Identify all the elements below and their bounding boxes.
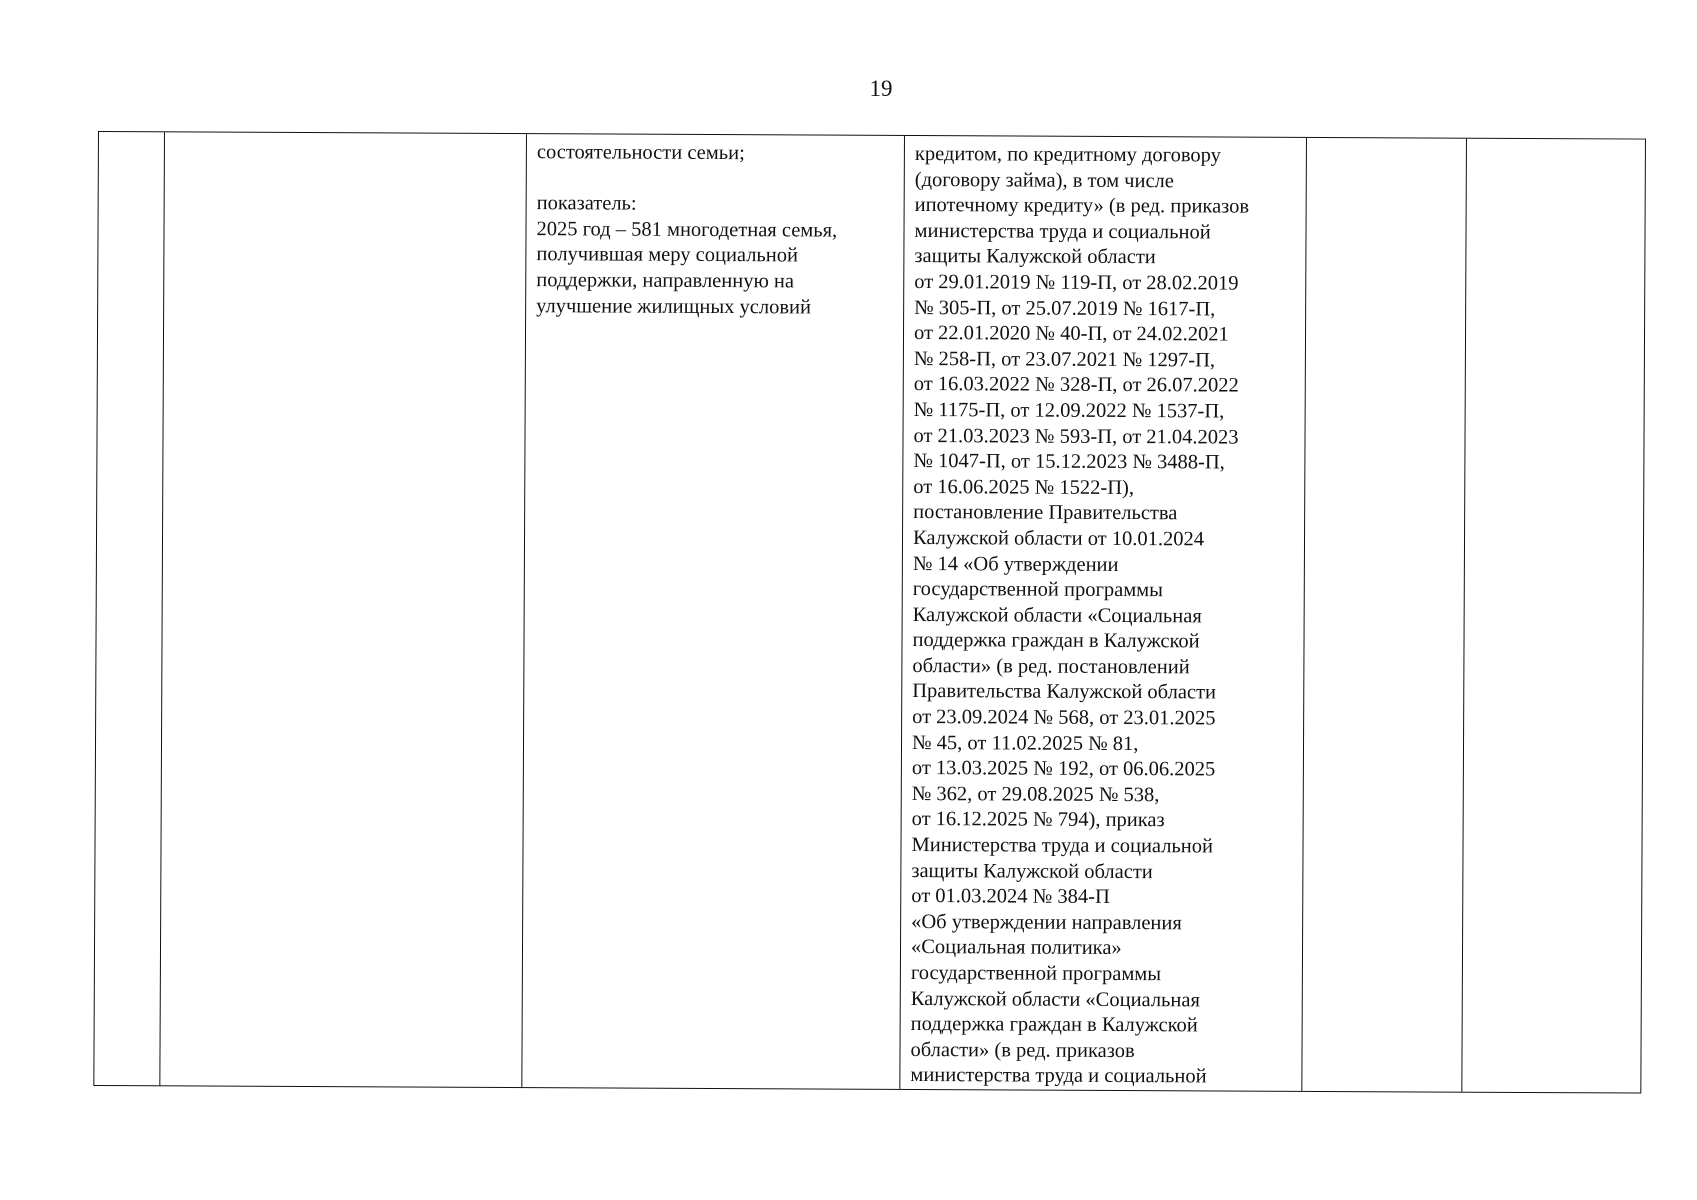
text-line: от 22.01.2020 № 40-П, от 24.02.2021 [913,322,1229,346]
text-line: защиты Калужской области [911,859,1153,883]
table-cell-col2 [160,132,527,1087]
text-line: № 1175-П, от 12.09.2022 № 1537-П, [913,398,1225,423]
table-cell-col3 [522,134,905,1089]
text-line: улучшение жилищных условий [536,294,812,319]
text-line: Калужской области от 10.01.2024 [912,526,1205,551]
table-cell-col4 [900,136,1307,1091]
text-line: (договору займа), в том числе [914,168,1174,192]
text-line: «Об утверждении направления [911,910,1182,935]
text-line: «Социальная политика» [910,936,1122,960]
text-line: показатель: [536,192,637,215]
text-line: области» (в ред. приказов [910,1038,1135,1062]
text-line: № 14 «Об утверждении [912,552,1119,576]
text-line: от 16.03.2022 № 328-П, от 26.07.2022 [913,373,1239,397]
table-cell-col1 [94,132,165,1085]
legal-basis-text [910,142,1300,1091]
text-line: поддержки, направленную на [536,269,795,293]
text-line: № 362, от 29.08.2025 № 538, [911,782,1160,807]
document-table [93,131,1646,1094]
text-line: кредитом, по кредитному договору [914,142,1221,167]
text-line: государственной программы [910,961,1162,986]
text-line: 2025 год – 581 многодетная семья, [536,217,838,242]
text-line: министерства труда и социальной [910,1064,1207,1088]
text-line: от 01.03.2024 № 384-П [911,885,1110,909]
text-line: министерства труда и социальной [914,219,1211,244]
text-line: от 16.12.2025 № 794), приказ [911,808,1165,832]
text-line: государственной программы [912,578,1164,602]
text-line: Правительства Калужской области [912,680,1217,704]
page-number: 19 [869,76,893,101]
text-line: Министерства труда и социальной [911,834,1214,858]
text-line: области» (в ред. постановлений [912,654,1190,679]
text-line: Калужской области «Социальная [912,603,1202,628]
text-line: Калужской области «Социальная [910,987,1201,1011]
indicator-text [536,140,898,321]
text-line: от 23.09.2024 № 568, от 23.01.2025 [912,706,1216,730]
text-line: поддержка граждан в Калужской [910,1013,1198,1037]
text-line: от 13.03.2025 № 192, от 06.06.2025 [911,757,1216,781]
table-cell-col6 [1462,139,1644,1093]
text-line: от 16.06.2025 № 1522-П), [913,475,1135,499]
text-line: № 1047-П, от 15.12.2023 № 3488-П, [913,450,1225,474]
text-line: от 29.01.2019 № 119-П, от 28.02.2019 [914,270,1239,295]
text-line: ипотечному кредиту» (в ред. приказов [914,194,1250,218]
text-line: поддержка граждан в Калужской [912,629,1200,653]
text-line: состоятельности семьи; [536,141,745,165]
text-line: № 258-П, от 23.07.2021 № 1297-П, [913,347,1216,372]
text-line: постановление Правительства [913,501,1178,525]
text-line: защиты Калужской области [914,245,1156,269]
table-cell-col5 [1302,138,1467,1092]
text-line: от 21.03.2023 № 593-П, от 21.04.2023 [913,424,1239,449]
text-line: получившая меру социальной [536,243,799,267]
text-line [537,166,898,193]
text-line: № 45, от 11.02.2025 № 81, [911,731,1139,755]
text-line: № 305-П, от 25.07.2019 № 1617-П, [914,296,1216,321]
